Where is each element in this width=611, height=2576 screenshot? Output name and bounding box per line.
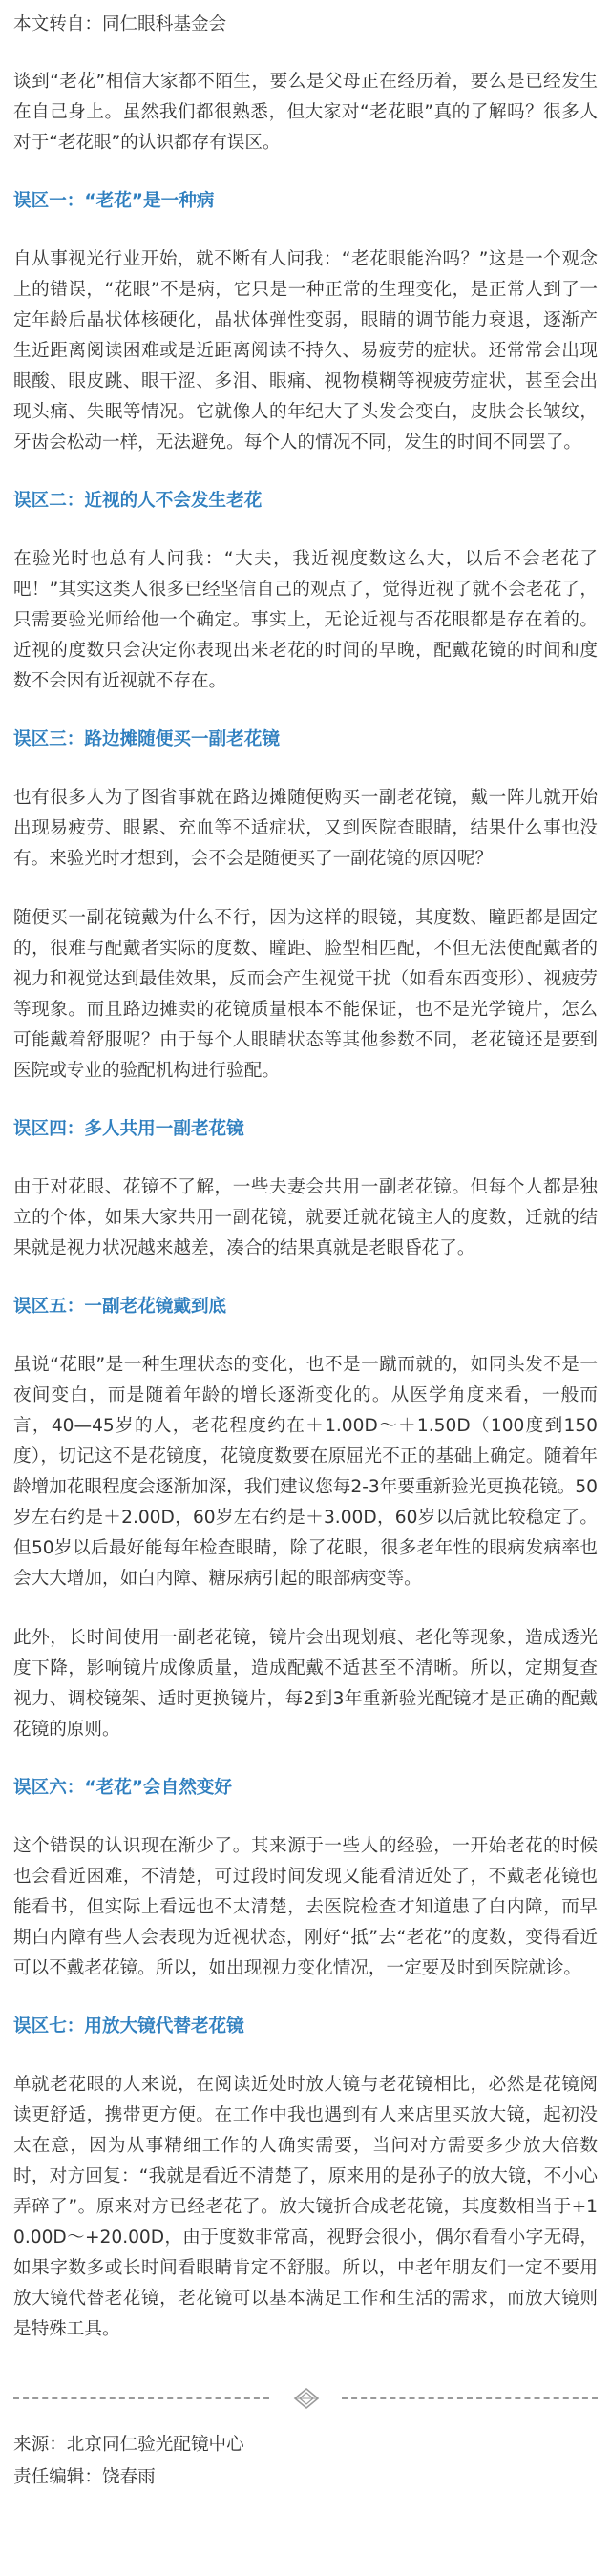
divider-line-right bbox=[342, 2397, 598, 2399]
section-paragraph: 单就老花眼的人来说，在阅读近处时放大镜与老花镜相比，必然是花镜阅读更舒适，携带更方便。在工作中我也遇到有人来店里买放大镜，起初没太在意，因为从事精细工作的人确实需要，当问对方需要多少放大倍数时，对方回复：“我就是看近不清楚了，原来用的是孙子的放大镜，不小心弄碎了”。原来对方已经老花了。放大镜折合成老花镜，其度数相当于+10.00D～+20.00D，由于度数非常高，视野会很小，偶尔看看小字无碍，如果字数多或长时间看眼睛肯定不舒服。所以，中老年朋友们一定不要用放大镜代替老花镜，老花镜可以基本满足工作和生活的需求，而放大镜则是特殊工具。 bbox=[13, 2075, 598, 2339]
section-heading: 误区四：多人共用一副老花镜 bbox=[13, 1119, 244, 1139]
reprint-note: 本文转自：同仁眼科基金会 bbox=[13, 14, 227, 34]
section-2 bbox=[13, 487, 598, 697]
editor-line: 责任编辑：饶春雨 bbox=[13, 2467, 156, 2487]
diamond-icon bbox=[292, 2387, 321, 2410]
section-1 bbox=[13, 187, 598, 458]
section-heading: 误区二：近视的人不会发生老花 bbox=[13, 491, 263, 511]
divider-line-left bbox=[13, 2397, 269, 2399]
source-line: 来源：北京同仁验光配镜中心 bbox=[13, 2435, 244, 2455]
section-3 bbox=[13, 726, 598, 1087]
section-paragraph: 也有很多人为了图省事就在路边摊随便购买一副老花镜，戴一阵儿就开始出现易疲劳、眼累、充血等不适症状，又到医院查眼睛，结果什么事也没有。来验光时才想到，会不会是随便买了一副花镜的原因呢？ bbox=[13, 788, 598, 869]
section-5 bbox=[13, 1293, 598, 1745]
section-6 bbox=[13, 1774, 598, 1984]
section-paragraph: 在验光时也总有人问我：“大夫，我近视度数这么大，以后不会老花了吧！”其实这类人很多已经坚信自己的观点了，觉得近视了就不会老花了，只需要验光师给他一个确定。事实上，无论近视与否花眼都是存在着的。近视的度数只会决定你表现出来老花的时间的早晚，配戴花镜的时间和度数不会因有近视就不存在。 bbox=[13, 549, 598, 691]
section-7 bbox=[13, 2013, 598, 2345]
section-heading: 误区一：“老花”是一种病 bbox=[13, 191, 215, 211]
section-divider bbox=[13, 2387, 598, 2410]
section-heading: 误区三：路边摊随便买一副老花镜 bbox=[13, 729, 280, 750]
section-heading: 误区五：一副老花镜戴到底 bbox=[13, 1297, 227, 1317]
intro-paragraph: 谈到“老花”相信大家都不陌生，要么是父母正在经历着，要么是已经发生在自己身上。虽然我们都很熟悉，但大家对“老花眼”真的了解吗？很多人对于“老花眼”的认识都存有误区。 bbox=[13, 72, 598, 153]
section-paragraph: 由于对花眼、花镜不了解，一些夫妻会共用一副老花镜。但每个人都是独立的个体，如果大家共用一副花镜，就要迁就花镜主人的度数，迁就的结果就是视力状况越来越差，凑合的结果真就是老眼昏花了。 bbox=[13, 1177, 598, 1258]
section-paragraph: 这个错误的认识现在渐少了。其来源于一些人的经验，一开始老花的时候也会看近困难，不清楚，可过段时间发现又能看清近处了，不戴老花镜也能看书，但实际上看远也不太清楚，去医院检查才知道患了白内障，而早期白内障有些人会表现为近视状态，刚好“抵”去“老花”的度数，变得看近可以不戴老花镜。所以，如出现视力变化情况，一定要及时到医院就诊。 bbox=[13, 1836, 598, 1978]
section-heading: 误区六：“老花”会自然变好 bbox=[13, 1778, 232, 1798]
section-paragraph: 此外，长时间使用一副老花镜，镜片会出现划痕、老化等现象，造成透光度下降，影响镜片成像质量，造成配戴不适甚至不清晰。所以，定期复查视力、调校镜架、适时更换镜片，每2到3年重新验光配镜才是正确的配戴花镜的原则。 bbox=[13, 1628, 598, 1740]
section-4 bbox=[13, 1115, 598, 1264]
section-paragraph: 虽说“花眼”是一种生理状态的变化，也不是一蹴而就的，如同头发不是一夜间变白，而是随着年龄的增长逐渐变化的。从医学角度来看，一般而言，40—45岁的人，老花程度约在＋1.00D～＋1.50D（100度到150度），切记这不是花镜度，花镜度数要在原屈光不正的基础上确定。随着年龄增加花眼程度会逐渐加深，我们建议您每2-3年要重新验光更换花镜。50岁左右约是＋2.00D，60岁左右约是＋3.00D，60岁以后就比较稳定了。但50岁以后最好能每年检查眼睛，除了花眼，很多老年性的眼病发病率也会大大增加，如白内障、糖尿病引起的眼部病变等。 bbox=[13, 1355, 598, 1589]
section-paragraph: 自从事视光行业开始，就不断有人问我：“老花眼能治吗？”这是一个观念上的错误，“花眼”不是病，它只是一种正常的生理变化，是正常人到了一定年龄后晶状体核硬化，晶状体弹性变弱，眼睛的调节能力衰退，逐渐产生近距离阅读困难或是近距离阅读不持久、易疲劳的症状。还常常会出现眼酸、眼皮跳、眼干涩、多泪、眼痛、视物模糊等视疲劳症状，甚至会出现头痛、失眠等情况。它就像人的年纪大了头发会变白，皮肤会长皱纹，牙齿会松动一样，无法避免。每个人的情况不同，发生的时间不同罢了。 bbox=[13, 249, 598, 453]
section-heading: 误区七：用放大镜代替老花镜 bbox=[13, 2016, 244, 2037]
section-paragraph: 随便买一副花镜戴为什么不行，因为这样的眼镜，其度数、瞳距都是固定的，很难与配戴者实际的度数、瞳距、脸型相匹配，不但无法使配戴者的视力和视觉达到最佳效果，反而会产生视觉干扰（如看东西变形）、视疲劳等现象。而且路边摊卖的花镜质量根本不能保证，也不是光学镜片，怎么可能戴着舒服呢？由于每个人眼睛状态等其他参数不同，老花镜还是要到医院或专业的验配机构进行验配。 bbox=[13, 908, 598, 1081]
